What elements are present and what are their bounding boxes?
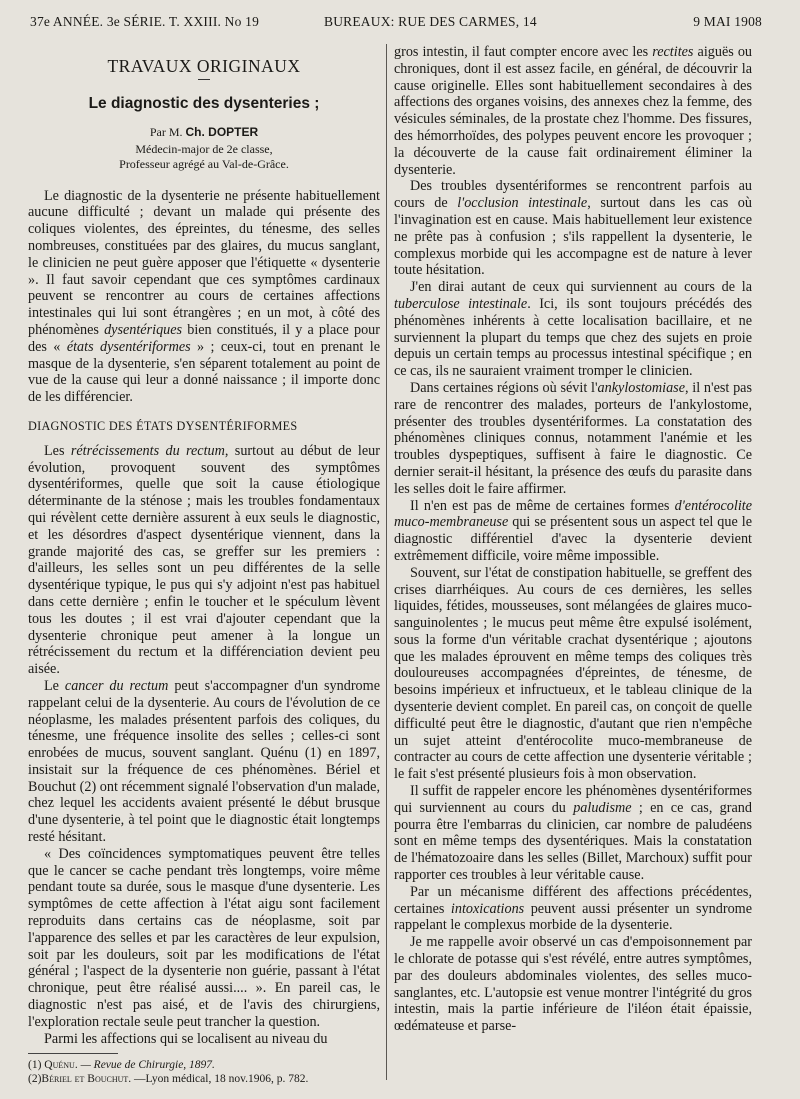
footnote-reference: — Revue de Chirurgie, 1897. <box>80 1059 215 1072</box>
header-date: 9 MAI 1908 <box>693 14 762 29</box>
paragraph <box>394 178 752 279</box>
subheading: DIAGNOSTIC DES ÉTATS DYSENTÉRIFORMES <box>28 418 298 433</box>
text-run: Il n'en est pas de même de certaines formes <box>410 497 670 514</box>
italic-run: d'entérocolite muco-membraneuse <box>394 497 753 531</box>
text-run: aiguës ou chroniques, dont il est assez facile, en général, de découvrir la cause originelle. Elles sont habituellement secondaires à des affections des organes voisins, des annexes chez la femme, des vésicules séminales, de la prostate chez l'homme. Des fissures, des hémorrhoïdes, des polypes peuvent encore les provoquer ; la découverte de la cause fait ordinairement éliminer la dysenterie. <box>394 44 753 178</box>
page-header <box>30 10 762 32</box>
author-affiliation <box>28 142 380 172</box>
text-run: Par un mécanisme différent des affections précédentes, certaines <box>394 883 752 917</box>
text-run: qui se présentent sous un aspect tel que le diagnostic différentiel d'avec la dysenterie devient extrêmement difficile, voire même impossible. <box>394 514 752 564</box>
right-column <box>394 44 752 1035</box>
paragraph <box>394 498 752 565</box>
paragraph <box>394 884 752 934</box>
paragraph <box>394 279 752 380</box>
text-run: Dans certaines régions où sévit l' <box>410 379 598 396</box>
text-run: gros intestin, il faut compter encore avec les <box>394 44 649 60</box>
footnote-number: (1) <box>28 1059 42 1072</box>
footnote-number: (2) <box>28 1073 42 1086</box>
text-run: Le <box>44 677 59 694</box>
text-run: , surtout au début de leur évolution, provoquent souvent des symptômes dysentériformes, quelle que soit la cause étiologique déterminante de la sténose ; mais les troubles fondamentaux qui révèlent cette dernière assurent à eux seuls le diagnostic, et les désordres d'aspect dysentérique viennent, dans la grande majorité des cas, se greffer sur les premiers : d'ailleurs, les selles sont un peu différentes de la selle dysentérique typique, le pus qui s'y adjoint n'est pas habituel dans cette dernière ; enfin le toucher et le spéculum lèvent tous les doutes ; il est vrai d'ajouter cependant que la dysenterie chronique peut amener à la longue un rétrécissement du rectum et la différenciation devient peu aisée. <box>28 442 380 678</box>
text-run: . Ici, ils sont toujours précédés des phénomènes inhérents à cette localisation bacillaire, et ne surviennent la plupart du temps que chez des sujets en proie depuis un certain temps au processus intestinal spécifique ; en ce cas, ils ne sauraient vraiment tromper le clinicien. <box>394 295 752 380</box>
paragraph: Parmi les affections qui se localisent au niveau du <box>44 1030 328 1047</box>
text-run: Des troubles dysentériformes se rencontrent parfois au cours de <box>394 178 752 212</box>
text-run: , surtout dans les cas où l'invagination est en cause. Mais habituellement leur existence ne prête pas à confusion ; s'ils rappellent la dysenterie, le complexus morbide qui les accompagne est de nature à lever toute hésitation. <box>394 195 752 279</box>
footnote-author: Quénu. <box>44 1059 78 1072</box>
section-title: TRAVAUX ORIGINAUX <box>107 56 301 76</box>
paragraph <box>28 443 380 678</box>
paragraph <box>394 380 752 498</box>
text-run: bien constitués, il y a place pour des « <box>28 321 380 355</box>
footnote-author: Bériel et Bouchut. <box>41 1073 132 1086</box>
paragraph <box>28 678 380 846</box>
italic-run: l'occlusion intestinale <box>457 195 588 212</box>
paragraph <box>28 188 380 406</box>
text-run: peut s'accompagner d'un syndrome rappelant celui de la dysenterie. Au cours de l'évolution de ce néoplasme, les malades présentent parfois des coliques, du ténesme, une fréquence insolite des selles ; celles-ci sont enrobées de mucus, souvent sanglant. Quénu (1) en 1897, insistait sur la fréquence de ces phénomènes. Bériel et Bouchut (2) ont récemment signalé l'observation d'un malade, chez lequel les accidents avaient présenté le début brusque d'une dysenterie, à tel point que le diagnostic était longtemps resté hésitant. <box>28 677 380 846</box>
italic-run: ankylostomiase <box>597 379 686 396</box>
italic-run: rétrécissements du rectum <box>70 442 225 459</box>
text-run: Il suffit de rappeler encore les phénomènes dysentériformes qui surviennent au cours du <box>394 783 752 816</box>
text-run: , il n'est pas rare de rencontrer des malades, porteurs de l'ankylostome, présenter des troubles dysentériformes. La constatation des phénomènes cliniques connus, notamment l'anémie et les troubles dyspeptiques, suffisent à faire le diagnostic. Ce dernier serait-il hésitant, la présence des œufs du parasite dans les selles doit le faire affirmer. <box>394 379 752 497</box>
paragraph <box>394 783 752 884</box>
italic-run: rectites <box>652 44 694 60</box>
italic-run: états dysentériformes <box>66 338 191 355</box>
author-name: Ch. DOPTER <box>185 124 259 139</box>
text-run: J'en dirai autant de ceux qui surviennent au cours de la <box>410 279 752 296</box>
column-divider <box>386 44 387 1080</box>
paragraph: « Des coïncidences symptomatiques peuvent être telles que le cancer se cache pendant très longtemps, voire même pendant toute sa durée, sous le masque d'une dysenterie. Les symptômes de cette affection à l'état aigu sont facilement reproduits dans certains cas de néoplasme, soit par l'apparence des selles et par les caractères de leur expulsion, soit par les douleurs, soit par les modifications de l'état général ; l'aspect de la dysenterie non guérie, passant à l'état chronique, peut être réalisé aussi.... ». En pareil cas, le diagnostic n'est pas aisé, et de l'avis des chirurgiens, l'exploration rectale seule peut trancher la question. <box>28 845 380 1030</box>
header-issue-info: 37e ANNÉE. 3e SÉRIE. T. XXIII. No 19 <box>30 14 260 29</box>
affiliation-line-1: Médecin-major de 2e classe, <box>135 141 273 156</box>
text-run: » ; ceux-ci, tout en prenant le masque de la dysenterie, s'en séparent totalement au point de vue de la cause qui leur a donné naissance ; il importe donc de les différencier. <box>28 338 381 406</box>
text-run: peuvent aussi présenter un syndrome rappelant le complexus morbide de la dysenterie. <box>394 900 753 934</box>
header-office-address: BUREAUX: RUE DES CARMES, 14 <box>324 14 537 29</box>
paragraph: Je me rappelle avoir observé un cas d'empoisonnement par le chlorate de potasse qui s'est révélé, entre autres symptômes, par des douleurs abdominales violentes, des selles muco-sanglantes, etc. L'autopsie est venue montrer l'intégrité du gros intestin, mais la partie inférieure de l'iléon était épaissie, œdémateuse et parse- <box>394 934 752 1035</box>
article-title: Le diagnostic des dysenteries ; <box>88 94 320 112</box>
affiliation-line-2: Professeur agrégé au Val-de-Grâce. <box>119 156 289 171</box>
byline <box>28 125 380 140</box>
italic-run: paludisme <box>573 799 632 816</box>
italic-run: tuberculose intestinale <box>394 295 528 312</box>
footnote <box>28 1058 215 1072</box>
title-rule <box>198 79 210 80</box>
footnote <box>28 1072 309 1086</box>
italic-run: dysentériques <box>104 321 183 338</box>
paragraph <box>394 44 752 178</box>
italic-run: intoxications <box>450 900 525 917</box>
footnote-reference: —Lyon médical, 18 nov.1906, p. 782. <box>134 1073 309 1086</box>
left-column <box>28 44 380 1086</box>
text-run: ; en ce cas, grand pourra être l'embarras du clinicien, car nombre de paludéens sont en même temps des dysentériques. Mais la constatation de l'hématozoaire dans les selles (Billet, Marchoux) suffit pour rapporter ces troubles à leur véritable cause. <box>394 799 752 884</box>
text-run: Les <box>44 442 65 459</box>
byline-prefix: Par M. <box>149 124 183 139</box>
text-run: Le diagnostic de la dysenterie ne présente habituellement aucune difficulté ; devant un malade qui présente des coliques violentes, des épreintes, du ténesme, des selles nombreuses, constituées par des glaires, du mucus sanglant, le clinicien ne peut guère apposer que l'étiquette « dysenterie ». Il faut savoir cependant que ces symptômes cardinaux peuvent se rencontrer au cours de certaines affections intestinales qui lui sont étrangères ; en un mot, à côté des phénomènes <box>28 187 380 338</box>
paragraph: Souvent, sur l'état de constipation habituelle, se greffent des crises diarrhéiques. Au cours de ces dernières, les selles liquides, fétides, mousseuses, sont mélangées de glaires muco-sanguinolentes ; le mucus peut même être expulsé isolément, sous la forme d'un véritable crachat dysentérique ; ajoutons que les malades éprouvent en même temps des coliques très douloureuses accompagnées d'épreintes, de ténesme, de besoins impérieux et infructueux, et le tableau clinique de la dysenterie devient complet. En pareil cas, on conçoit de quelle difficulté peut être le diagnostic, d'autant que rien n'empêche un sujet atteint d'entérocolite muco-membraneuse de contracter au cours de cette affection une dysenterie véritable ; le fait s'est présenté plusieurs fois à mon observation. <box>394 564 752 783</box>
italic-run: cancer du rectum <box>64 677 169 694</box>
footnotes <box>28 1053 309 1086</box>
